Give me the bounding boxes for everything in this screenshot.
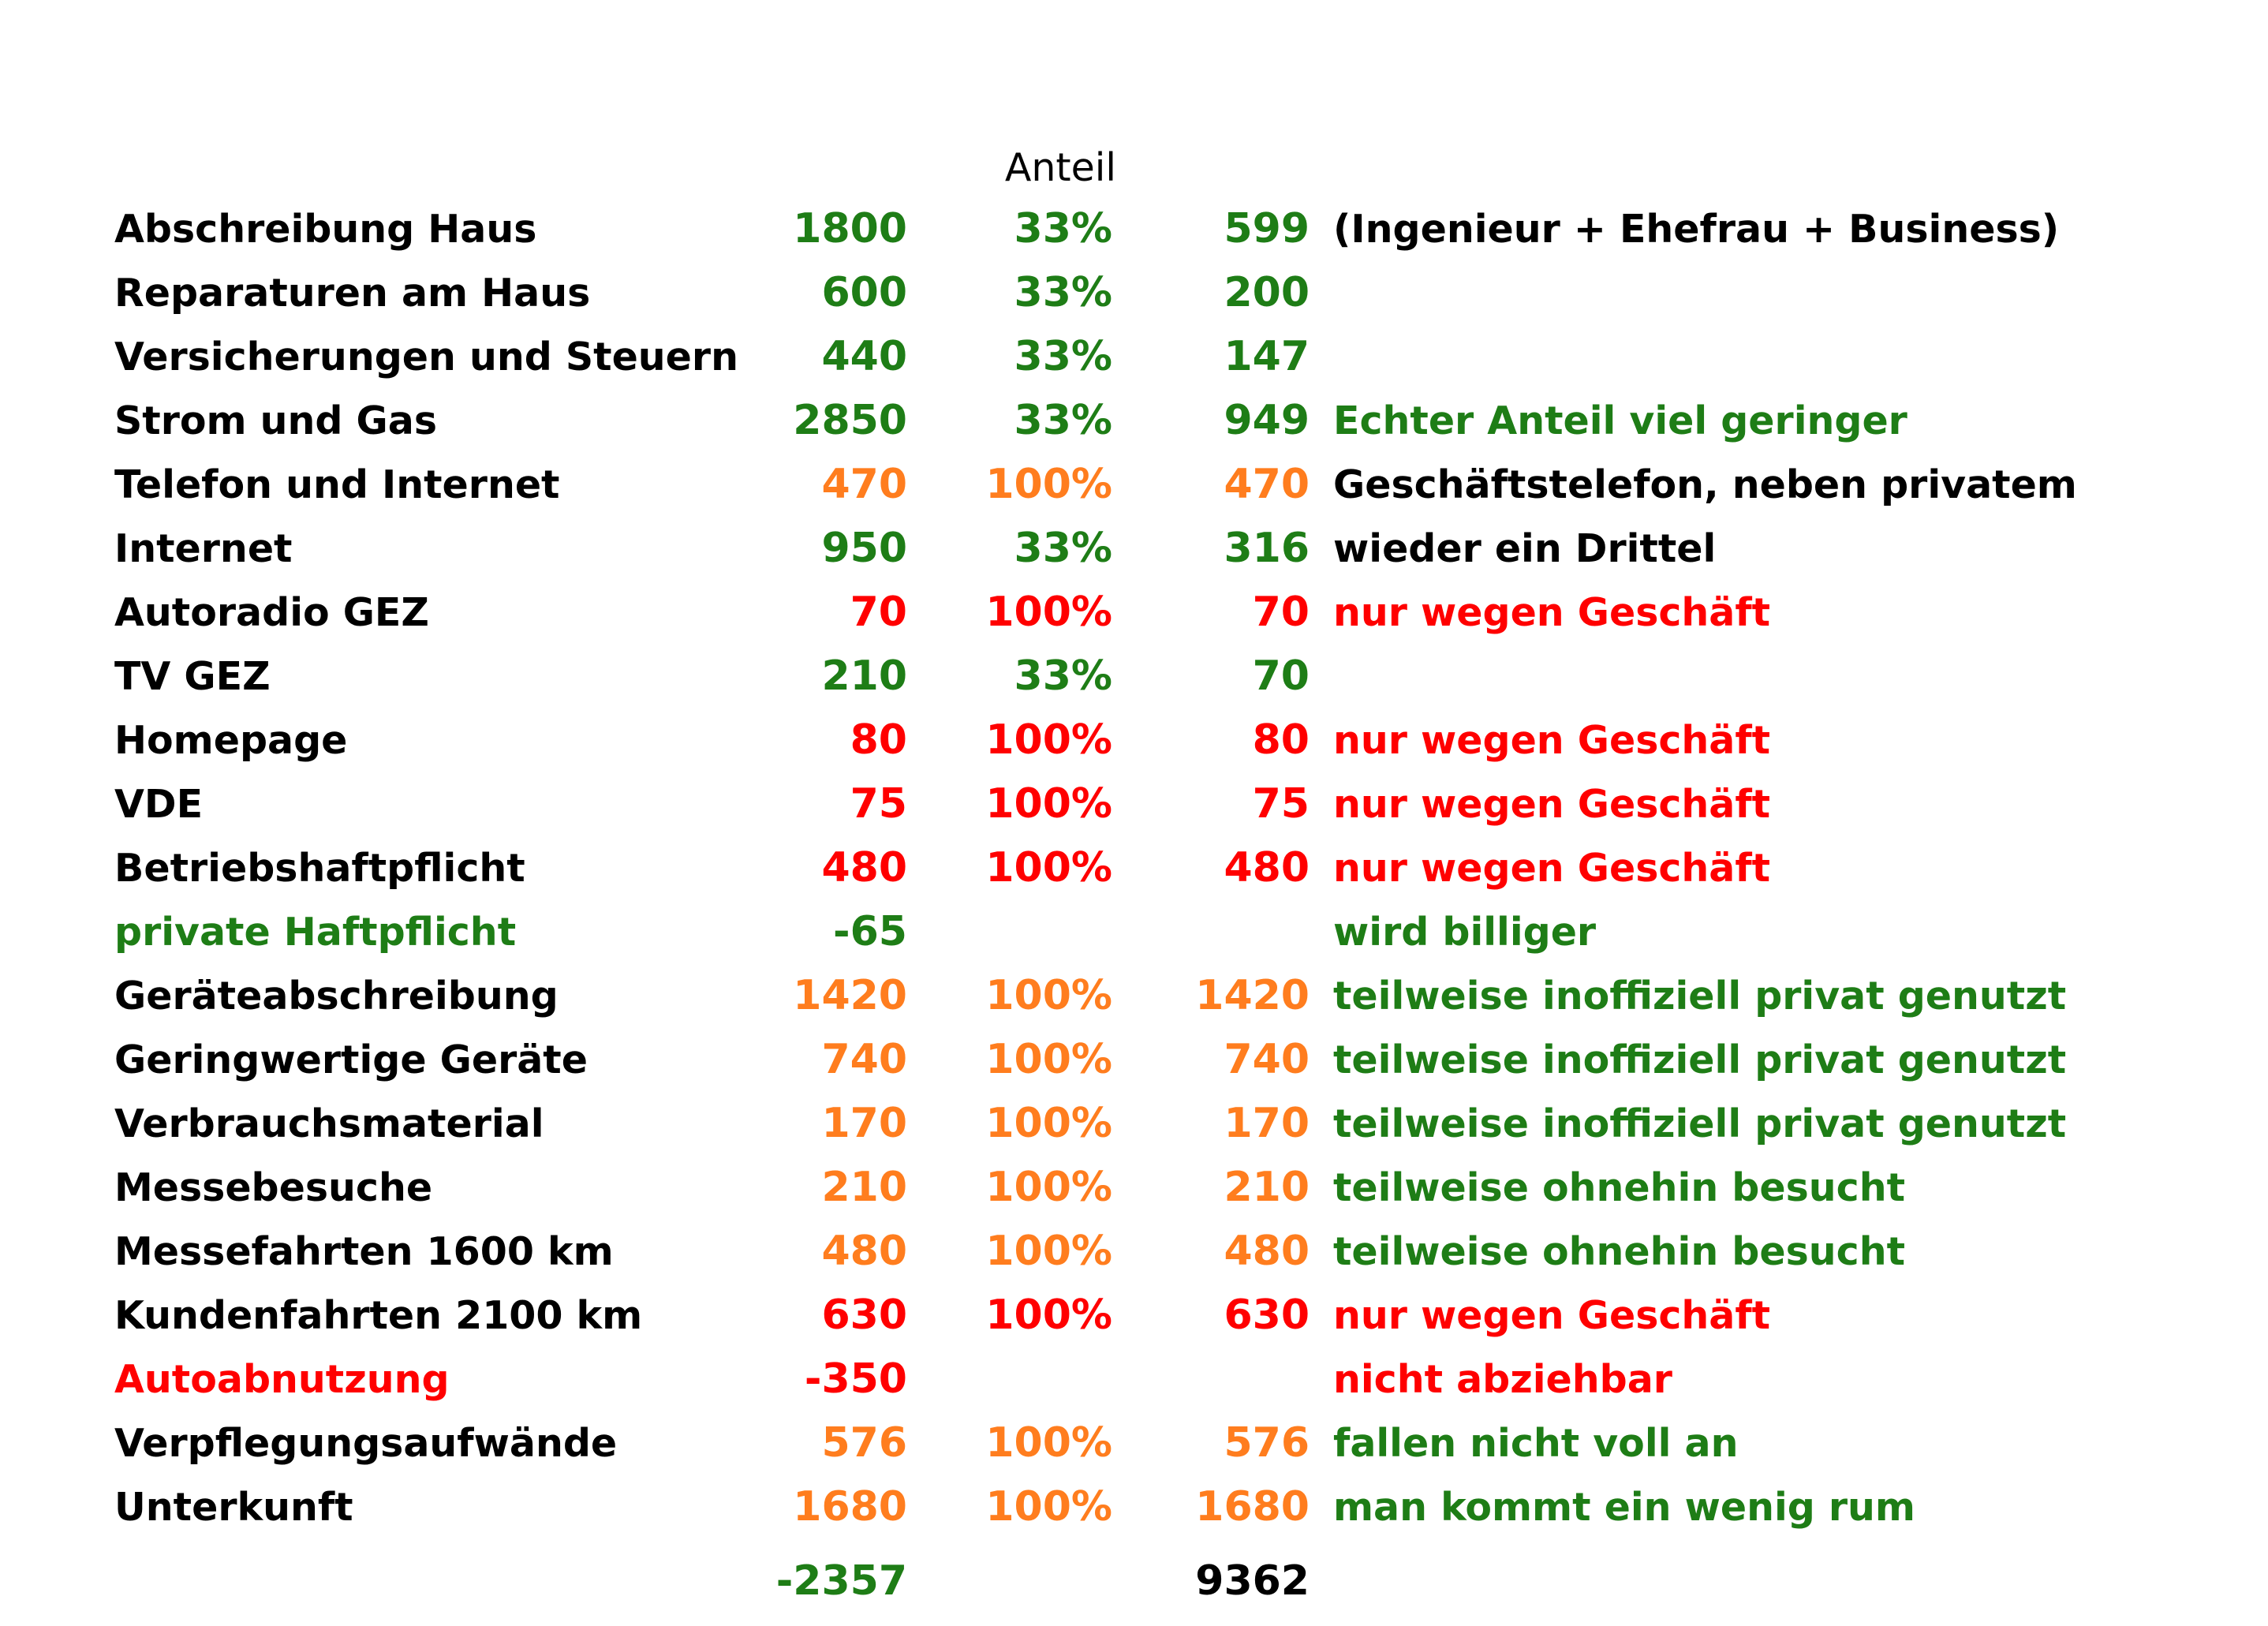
- table-row: [0, 261, 2268, 325]
- row-amount: 1680: [793, 1483, 907, 1531]
- row-percentage: 100%: [985, 1291, 1112, 1339]
- row-share: 630: [1224, 1291, 1310, 1339]
- row-amount: 1420: [793, 972, 907, 1019]
- row-percentage: 100%: [985, 589, 1112, 636]
- total-amount: -2357: [775, 1557, 907, 1605]
- row-note: wieder ein Drittel: [1333, 526, 1717, 571]
- row-note: teilweise ohnehin besucht: [1333, 1229, 1905, 1274]
- row-note: [1333, 325, 2240, 389]
- table-row: [0, 1092, 2268, 1156]
- row-label: Autoabnutzung: [114, 1357, 450, 1402]
- total-share: 9362: [1195, 1557, 1310, 1605]
- row-label: Versicherungen und Steuern: [114, 335, 738, 379]
- row-percentage: 100%: [985, 716, 1112, 764]
- row-share: 170: [1224, 1100, 1310, 1147]
- row-percentage: 100%: [985, 461, 1112, 508]
- row-label: Geräteabschreibung: [114, 974, 559, 1019]
- table-row: [0, 197, 2268, 261]
- table-row: [0, 1348, 2268, 1411]
- table-row: [0, 1028, 2268, 1092]
- row-amount: 70: [850, 589, 907, 636]
- row-amount: 75: [850, 780, 907, 828]
- row-note: nur wegen Geschäft: [1333, 846, 1771, 891]
- row-percentage: 33%: [1014, 205, 1112, 252]
- row-amount: -65: [833, 908, 907, 955]
- row-percentage: 33%: [1014, 652, 1112, 700]
- row-percentage: 33%: [1014, 269, 1112, 316]
- row-amount: 440: [821, 333, 907, 380]
- table-row: [0, 1475, 2268, 1539]
- row-label: Reparaturen am Haus: [114, 271, 591, 316]
- row-share: 480: [1224, 844, 1310, 891]
- row-amount: 480: [821, 1228, 907, 1275]
- table-row: [0, 1284, 2268, 1348]
- row-label: Autoradio GEZ: [114, 590, 429, 635]
- row-label: TV GEZ: [114, 654, 271, 699]
- share-column-header: Anteil: [1004, 145, 1116, 190]
- table-row: [0, 900, 2268, 964]
- row-amount: 600: [821, 269, 907, 316]
- row-amount: 2850: [793, 397, 907, 444]
- row-note: wird billiger: [1333, 910, 1597, 955]
- row-label: Messebesuche: [114, 1165, 433, 1210]
- table-row: [0, 1220, 2268, 1284]
- row-share: 200: [1224, 269, 1310, 316]
- row-note: teilweise inoffiziell privat genutzt: [1333, 974, 2067, 1019]
- row-amount: -350: [804, 1355, 907, 1403]
- row-note: Echter Anteil viel geringer: [1333, 398, 1907, 443]
- row-amount: 950: [821, 525, 907, 572]
- row-percentage: 100%: [985, 1164, 1112, 1211]
- row-note: Geschäftstelefon, neben privatem: [1333, 462, 2077, 507]
- row-amount: 170: [821, 1100, 907, 1147]
- row-amount: 576: [821, 1419, 907, 1467]
- row-percentage: 100%: [985, 780, 1112, 828]
- row-amount: 630: [821, 1291, 907, 1339]
- row-share: 75: [1252, 780, 1310, 828]
- row-amount: 210: [821, 1164, 907, 1211]
- table-row: [0, 708, 2268, 772]
- row-label: Messefahrten 1600 km: [114, 1229, 614, 1274]
- row-label: Abschreibung Haus: [114, 207, 537, 252]
- row-percentage: 33%: [1014, 397, 1112, 444]
- row-label: Unterkunft: [114, 1485, 353, 1530]
- table-row: [0, 964, 2268, 1028]
- table-row: [0, 389, 2268, 453]
- row-label: private Haftpflicht: [114, 910, 517, 955]
- row-label: Strom und Gas: [114, 398, 438, 443]
- totals-row: [0, 1549, 2268, 1613]
- row-label: Telefon und Internet: [114, 462, 560, 507]
- table-row: [0, 1156, 2268, 1220]
- table-row: [0, 325, 2268, 389]
- table-row: [0, 517, 2268, 581]
- row-share: 80: [1252, 716, 1310, 764]
- row-percentage: [899, 1348, 1112, 1411]
- row-amount: 470: [821, 461, 907, 508]
- row-percentage: 33%: [1014, 525, 1112, 572]
- table-row: [0, 1411, 2268, 1475]
- row-note: teilweise ohnehin besucht: [1333, 1165, 1905, 1210]
- row-label: Geringwertige Geräte: [114, 1037, 588, 1082]
- table-row: [0, 772, 2268, 836]
- row-share: 1680: [1195, 1483, 1310, 1531]
- row-label: Betriebshaftpflicht: [114, 846, 525, 891]
- row-note: (Ingenieur + Ehefrau + Business): [1333, 207, 2060, 252]
- row-amount: 210: [821, 652, 907, 700]
- row-note: nur wegen Geschäft: [1333, 1293, 1771, 1338]
- row-percentage: 100%: [985, 1419, 1112, 1467]
- row-percentage: [899, 900, 1112, 964]
- row-share: 480: [1224, 1228, 1310, 1275]
- row-share: [1152, 900, 1310, 964]
- row-share: [1152, 1348, 1310, 1411]
- table-row: [0, 836, 2268, 900]
- row-percentage: 100%: [985, 972, 1112, 1019]
- row-share: 70: [1252, 589, 1310, 636]
- row-note: nur wegen Geschäft: [1333, 590, 1771, 635]
- row-note: [1333, 261, 2240, 325]
- row-label: Kundenfahrten 2100 km: [114, 1293, 643, 1338]
- row-percentage: 100%: [985, 1228, 1112, 1275]
- row-note: teilweise inoffiziell privat genutzt: [1333, 1101, 2067, 1146]
- row-note: nicht abziehbar: [1333, 1357, 1672, 1402]
- row-share: 147: [1224, 333, 1310, 380]
- row-label: Verbrauchsmaterial: [114, 1101, 544, 1146]
- table-row: [0, 581, 2268, 645]
- row-note: nur wegen Geschäft: [1333, 782, 1771, 827]
- row-label: VDE: [114, 782, 204, 827]
- row-note: nur wegen Geschäft: [1333, 718, 1771, 763]
- row-label: Verpflegungsaufwände: [114, 1421, 618, 1466]
- row-amount: 480: [821, 844, 907, 891]
- row-note: man kommt ein wenig rum: [1333, 1485, 1915, 1530]
- row-note: teilweise inoffiziell privat genutzt: [1333, 1037, 2067, 1082]
- row-note: [1333, 645, 2240, 708]
- row-amount: 80: [850, 716, 907, 764]
- row-share: 949: [1224, 397, 1310, 444]
- row-note: fallen nicht voll an: [1333, 1421, 1739, 1466]
- row-percentage: 33%: [1014, 333, 1112, 380]
- table-row: [0, 453, 2268, 517]
- row-share: 740: [1224, 1036, 1310, 1083]
- row-share: 599: [1224, 205, 1310, 252]
- row-label: Internet: [114, 526, 293, 571]
- row-share: 210: [1224, 1164, 1310, 1211]
- row-amount: 740: [821, 1036, 907, 1083]
- row-percentage: 100%: [985, 1036, 1112, 1083]
- row-share: 1420: [1195, 972, 1310, 1019]
- row-share: 70: [1252, 652, 1310, 700]
- row-share: 316: [1224, 525, 1310, 572]
- row-share: 470: [1224, 461, 1310, 508]
- table-row: [0, 645, 2268, 708]
- row-percentage: 100%: [985, 844, 1112, 891]
- row-percentage: 100%: [985, 1483, 1112, 1531]
- row-amount: 1800: [793, 205, 907, 252]
- row-percentage: 100%: [985, 1100, 1112, 1147]
- row-share: 576: [1224, 1419, 1310, 1467]
- row-label: Homepage: [114, 718, 348, 763]
